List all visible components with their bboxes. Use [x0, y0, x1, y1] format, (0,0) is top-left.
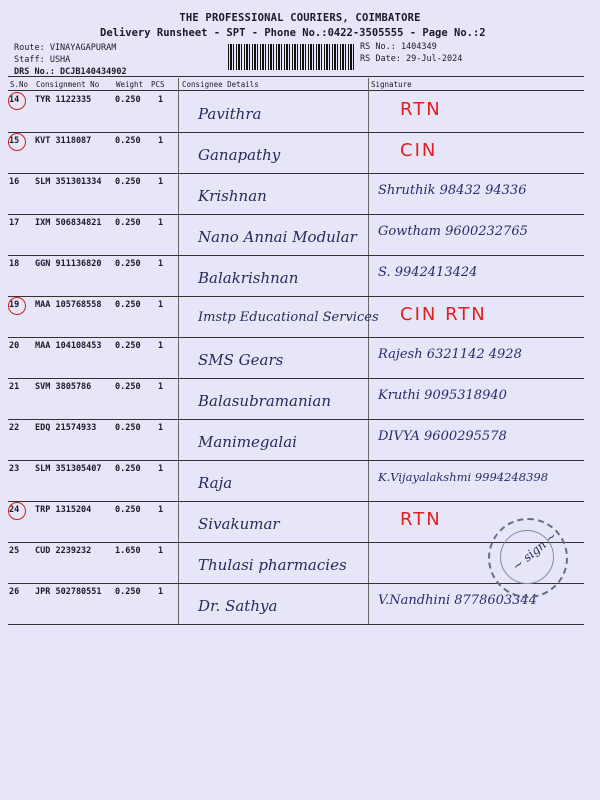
- table-row: [8, 173, 584, 215]
- row-weight: 0.250: [115, 423, 141, 433]
- table-row: [8, 337, 584, 379]
- row-consignment: TYR 1122335: [35, 95, 92, 105]
- row-sno: 26: [9, 587, 20, 597]
- row-sno: 24: [9, 505, 20, 515]
- col-weight-header: Weight: [116, 80, 144, 89]
- row-weight: 0.250: [115, 177, 141, 187]
- return-note: CIN RTN: [400, 304, 487, 325]
- row-consignment: KVT 3118087: [35, 136, 92, 146]
- barcode-image: [228, 44, 356, 70]
- row-pcs: 1: [158, 505, 164, 515]
- row-weight: 0.250: [115, 587, 141, 597]
- return-note: CIN: [400, 140, 438, 161]
- row-pcs: 1: [158, 259, 164, 269]
- row-sno: 23: [9, 464, 20, 474]
- row-circle-mark: [8, 133, 26, 151]
- row-pcs: 1: [158, 341, 164, 351]
- drs-number: DRS No.: DCJB140434902: [14, 67, 127, 77]
- staff-label: Staff: USHA: [14, 55, 71, 65]
- row-consignment: GGN 911136820: [35, 259, 102, 269]
- row-pcs: 1: [158, 546, 164, 556]
- row-sno: 20: [9, 341, 20, 351]
- row-sno: 18: [9, 259, 20, 269]
- row-weight: 0.250: [115, 341, 141, 351]
- row-pcs: 1: [158, 95, 164, 105]
- route-label: Route: VINAYAGAPURAM: [14, 43, 117, 53]
- row-consignment: MAA 105768558: [35, 300, 102, 310]
- consignee-name: Sivakumar: [198, 515, 280, 533]
- row-consignment: CUD 2239232: [35, 546, 92, 556]
- row-weight: 0.250: [115, 505, 141, 515]
- table-row: [8, 419, 584, 461]
- receiver-signature: Shruthik 98432 94336: [378, 183, 527, 198]
- row-weight: 0.250: [115, 300, 141, 310]
- consignee-name: Ganapathy: [198, 146, 281, 164]
- consignee-name: Nano Annai Modular: [198, 228, 357, 246]
- receiver-signature: V.Nandhini 8778603344: [378, 593, 537, 608]
- row-weight: 0.250: [115, 464, 141, 474]
- row-pcs: 1: [158, 300, 164, 310]
- receiver-signature: Kruthi 9095318940: [378, 388, 507, 403]
- consignee-name: Dr. Sathya: [198, 597, 278, 615]
- row-pcs: 1: [158, 136, 164, 146]
- company-title: THE PROFESSIONAL COURIERS, COIMBATORE: [179, 12, 421, 24]
- consignee-name: Thulasi pharmacies: [198, 556, 347, 574]
- receiver-signature: DIVYA 9600295578: [378, 429, 507, 444]
- row-sno: 25: [9, 546, 20, 556]
- row-pcs: 1: [158, 382, 164, 392]
- consignee-name: Krishnan: [198, 187, 267, 205]
- col-sno-header: S.No: [10, 80, 29, 89]
- stamp-signature: ~ sign ~: [509, 528, 560, 574]
- receiver-signature: Rajesh 6321142 4928: [378, 347, 522, 362]
- consignee-name: Balasubramanian: [198, 392, 332, 410]
- col-consignee-header: Consignee Details: [182, 80, 259, 89]
- row-pcs: 1: [158, 587, 164, 597]
- row-consignment: SVM 3805786: [35, 382, 92, 392]
- rs-date: RS Date: 29-Jul-2024: [360, 54, 463, 64]
- row-sno: 21: [9, 382, 20, 392]
- receiver-signature: S. 9942413424: [378, 265, 478, 280]
- col-consignment-header: Consignment No: [36, 80, 100, 89]
- row-consignment: SLM 351301334: [35, 177, 102, 187]
- col-signature-header: Signature: [371, 80, 412, 89]
- table-row: [8, 132, 584, 174]
- row-sno: 16: [9, 177, 20, 187]
- rs-number: RS No.: 1404349: [360, 42, 437, 52]
- row-consignment: EDQ 21574933: [35, 423, 97, 433]
- row-weight: 0.250: [115, 136, 141, 146]
- table-row: [8, 214, 584, 256]
- receiver-signature: K.Vijayalakshmi 9994248398: [378, 470, 549, 484]
- row-consignment: IXM 506834821: [35, 218, 102, 228]
- row-consignment: MAA 104108453: [35, 341, 102, 351]
- table-row: [8, 378, 584, 420]
- row-sno: 17: [9, 218, 20, 228]
- table-row: [8, 91, 584, 133]
- runsheet-subtitle: Delivery Runsheet - SPT - Phone No.:0422-3505555 - Page No.:2: [100, 27, 486, 39]
- row-pcs: 1: [158, 177, 164, 187]
- row-weight: 1.650: [115, 546, 141, 556]
- row-circle-mark: [8, 297, 26, 315]
- row-sno: 22: [9, 423, 20, 433]
- row-sno: 15: [9, 136, 20, 146]
- row-weight: 0.250: [115, 382, 141, 392]
- table-row: [8, 255, 584, 297]
- row-consignment: SLM 351305407: [35, 464, 102, 474]
- consignee-name: SMS Gears: [198, 351, 284, 369]
- row-weight: 0.250: [115, 259, 141, 269]
- row-circle-mark: [8, 92, 26, 110]
- consignee-name: Balakrishnan: [198, 269, 299, 287]
- table-row: [8, 583, 584, 625]
- row-pcs: 1: [158, 464, 164, 474]
- consignee-name: Imstp Educational Services: [198, 310, 379, 325]
- return-note: RTN: [400, 509, 442, 530]
- row-weight: 0.250: [115, 95, 141, 105]
- col-pcs-header: PCS: [151, 80, 165, 89]
- return-note: RTN: [400, 99, 442, 120]
- header-top-rule: [8, 76, 584, 77]
- row-sno: 14: [9, 95, 20, 105]
- consignee-name: Raja: [198, 474, 233, 492]
- row-circle-mark: [8, 502, 26, 520]
- table-row: [8, 296, 584, 338]
- row-consignment: JPR 502780551: [35, 587, 102, 597]
- row-pcs: 1: [158, 218, 164, 228]
- row-consignment: TRP 1315204: [35, 505, 92, 515]
- row-weight: 0.250: [115, 218, 141, 228]
- delivery-stamp: [488, 518, 568, 598]
- consignee-name: Pavithra: [198, 105, 262, 123]
- receiver-signature: Gowtham 9600232765: [378, 224, 528, 239]
- consignee-name: Manimegalai: [198, 433, 297, 451]
- row-pcs: 1: [158, 423, 164, 433]
- table-row: [8, 460, 584, 502]
- row-sno: 19: [9, 300, 20, 310]
